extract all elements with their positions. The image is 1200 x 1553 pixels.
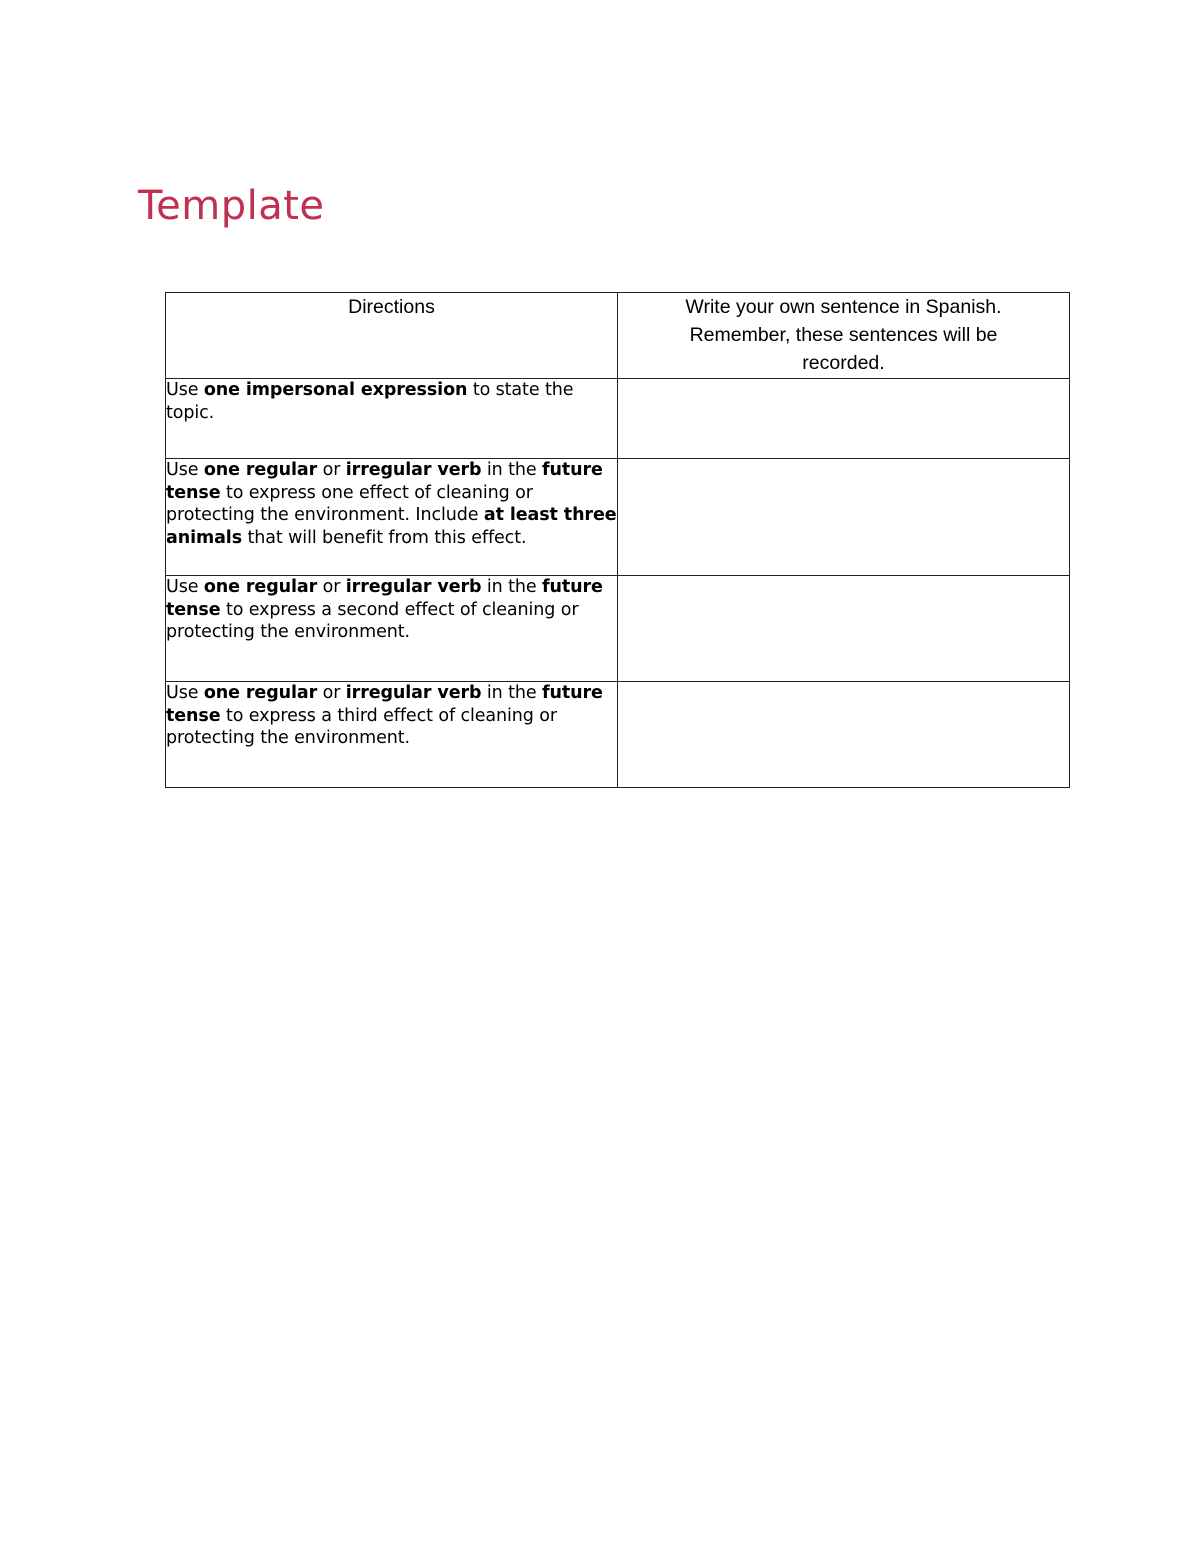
direction-emphasis: future tense: [166, 577, 603, 620]
direction-emphasis: one regular: [203, 683, 318, 703]
direction-cell: [166, 576, 618, 682]
direction-text: Use: [166, 577, 204, 597]
direction-emphasis: irregular verb: [345, 683, 482, 703]
direction-text: in the: [481, 683, 543, 703]
table-row: [166, 682, 1070, 788]
header-sentence-line: recorded.: [802, 352, 885, 374]
header-sentence: [618, 293, 1070, 379]
table-row: [166, 576, 1070, 682]
table-row: [166, 459, 1070, 576]
answer-cell[interactable]: [618, 576, 1070, 682]
answer-cell[interactable]: [618, 379, 1070, 459]
direction-emphasis: future tense: [166, 460, 603, 503]
header-directions-label: Directions: [348, 296, 435, 318]
direction-text: or: [317, 460, 346, 480]
header-directions: [166, 293, 618, 379]
direction-text: to express a third effect of cleaning or protecting the environment.: [166, 705, 557, 748]
direction-text: Use: [166, 460, 204, 480]
direction-text: Use: [166, 683, 204, 703]
direction-text: in the: [481, 577, 543, 597]
answer-cell[interactable]: [618, 682, 1070, 788]
direction-cell: [166, 379, 618, 459]
answer-cell[interactable]: [618, 459, 1070, 576]
direction-emphasis: one regular: [203, 577, 318, 597]
direction-text: that will benefit from this effect.: [242, 527, 527, 548]
direction-emphasis: irregular verb: [345, 460, 482, 480]
direction-emphasis: at least three animals: [166, 505, 617, 548]
direction-emphasis: one impersonal expression: [203, 380, 468, 400]
header-sentence-line: Write your own sentence in Spanish.: [685, 296, 1002, 318]
directions-table: [165, 292, 1070, 788]
direction-text: or: [317, 577, 346, 597]
table-header-row: [166, 293, 1070, 379]
direction-text: or: [317, 683, 346, 703]
direction-cell: [166, 459, 618, 576]
direction-emphasis: future tense: [166, 683, 603, 726]
direction-text: to state the topic.: [166, 380, 574, 423]
direction-emphasis: irregular verb: [345, 577, 482, 597]
direction-text: in the: [481, 460, 543, 480]
page-title: Template: [138, 183, 325, 229]
direction-emphasis: one regular: [203, 460, 318, 480]
direction-text: Use: [166, 380, 204, 400]
direction-cell: [166, 682, 618, 788]
table-row: [166, 379, 1070, 459]
direction-text: to express one effect of cleaning or protecting the environment. Include: [166, 482, 533, 525]
direction-text: to express a second effect of cleaning or protecting the environment.: [166, 599, 579, 642]
header-sentence-line: Remember, these sentences will be: [689, 324, 998, 346]
